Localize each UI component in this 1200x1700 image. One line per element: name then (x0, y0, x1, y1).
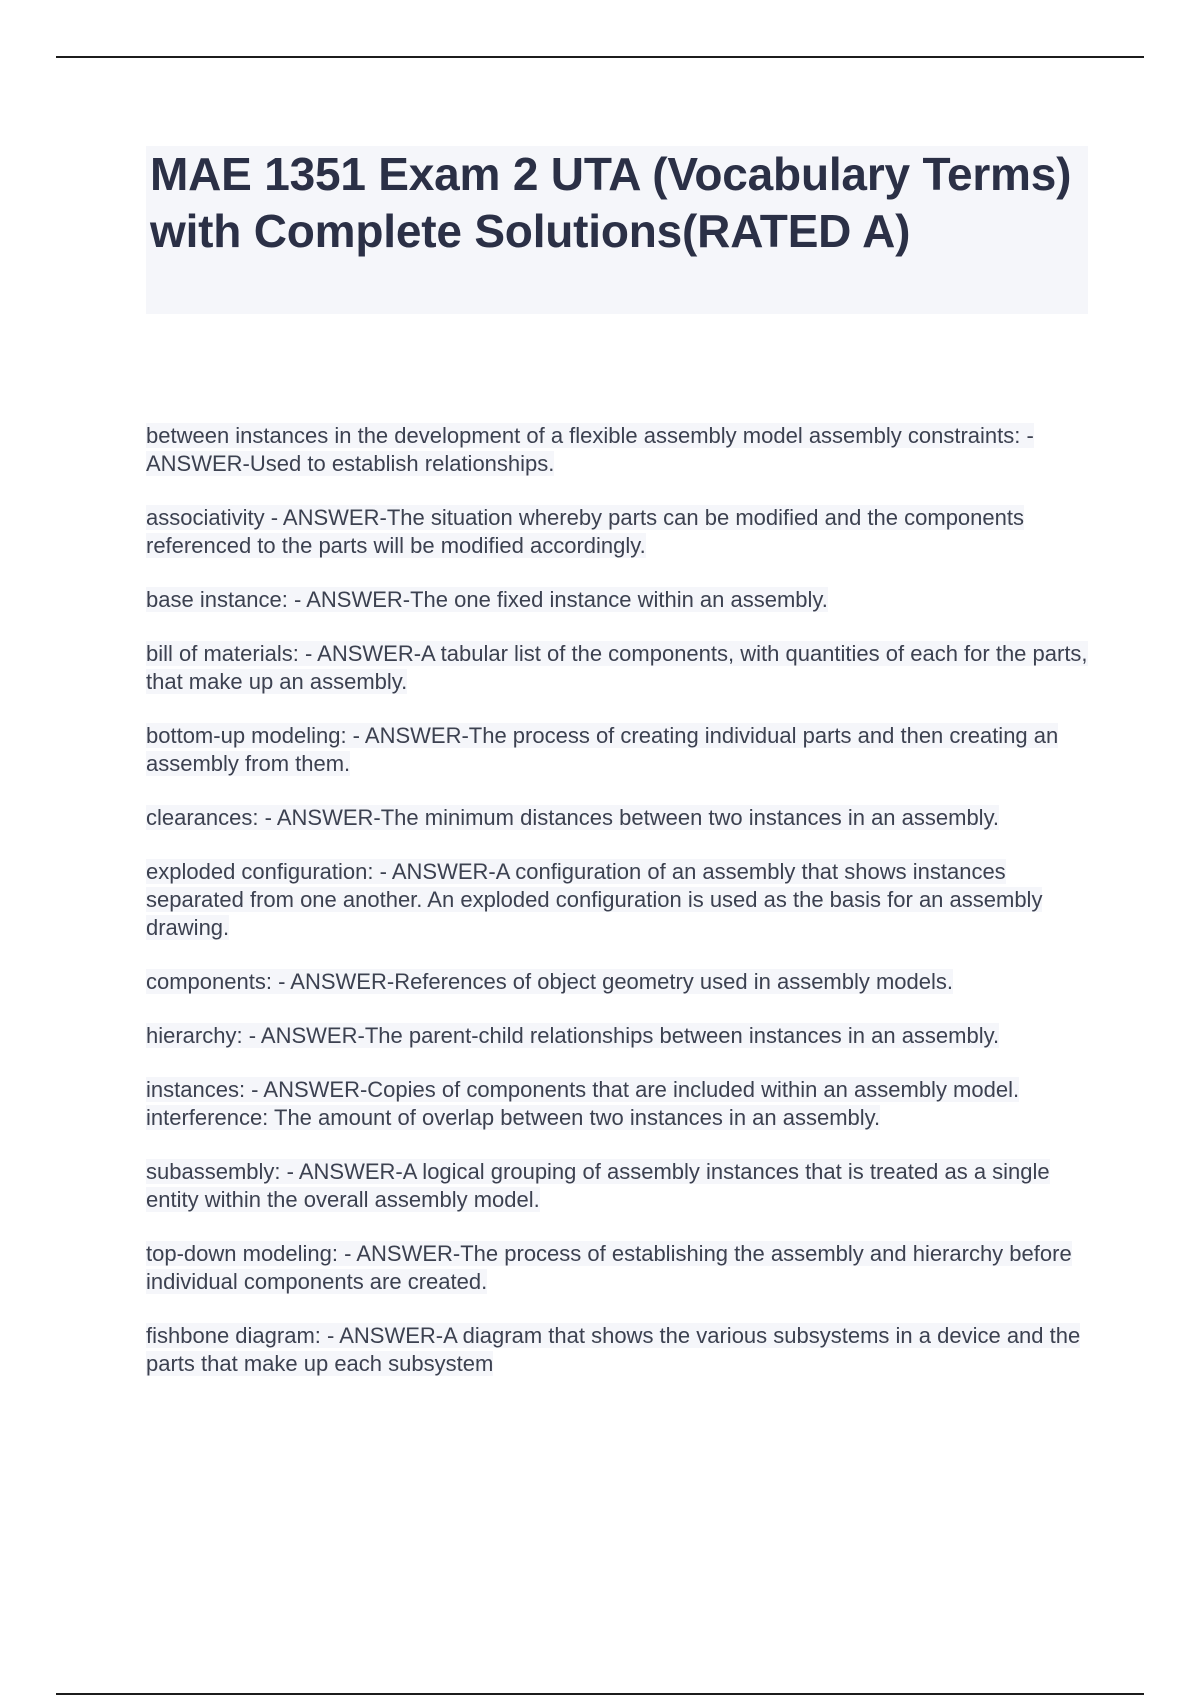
bottom-rule (56, 1693, 1144, 1695)
list-item (146, 504, 1096, 560)
entry-text: subassembly: - ANSWER-A logical grouping of assembly instances that is treated as a single entity within the overall assembly model. (146, 1159, 1050, 1212)
list-item (146, 1076, 1096, 1132)
entry-text: base instance: - ANSWER-The one fixed instance within an assembly. (146, 587, 828, 612)
list-item (146, 804, 1096, 832)
entry-text: exploded configuration: - ANSWER-A configuration of an assembly that shows instances separated from one another. An exploded configuration is used as the basis for an assembly drawing. (146, 859, 1043, 940)
entry-text: clearances: - ANSWER-The minimum distances between two instances in an assembly. (146, 805, 1000, 830)
vocabulary-list (146, 422, 1096, 1404)
list-item (146, 858, 1096, 942)
list-item (146, 1158, 1096, 1214)
entry-text: associativity - ANSWER-The situation whereby parts can be modified and the components referenced to the parts will be modified accordingly. (146, 505, 1024, 558)
list-item (146, 1322, 1096, 1378)
top-rule (56, 56, 1144, 58)
entry-text: bottom-up modeling: - ANSWER-The process of creating individual parts and then creating an assembly from them. (146, 723, 1059, 776)
list-item (146, 968, 1096, 996)
entry-text: instances: - ANSWER-Copies of components that are included within an assembly model. interference: The amount of overlap between two instances in an assembly. (146, 1077, 1020, 1130)
page-title: MAE 1351 Exam 2 UTA (Vocabulary Terms) with Complete Solutions(RATED A) (150, 148, 1072, 257)
list-item (146, 1240, 1096, 1296)
entry-text: fishbone diagram: - ANSWER-A diagram that shows the various subsystems in a device and the parts that make up each subsystem (146, 1323, 1081, 1376)
entry-text: top-down modeling: - ANSWER-The process of establishing the assembly and hierarchy before individual components are created. (146, 1241, 1072, 1294)
list-item (146, 722, 1096, 778)
title-block (146, 146, 1088, 314)
list-item (146, 422, 1096, 478)
entry-text: bill of materials: - ANSWER-A tabular list of the components, with quantities of each for the parts, that make up an assembly. (146, 641, 1088, 694)
list-item (146, 640, 1096, 696)
entry-text: components: - ANSWER-References of object geometry used in assembly models. (146, 969, 954, 994)
entry-text: between instances in the development of a flexible assembly model assembly constraints: - ANSWER-Used to establish relationships. (146, 423, 1034, 476)
list-item (146, 1022, 1096, 1050)
entry-text: hierarchy: - ANSWER-The parent-child relationships between instances in an assembly. (146, 1023, 1000, 1048)
list-item (146, 586, 1096, 614)
